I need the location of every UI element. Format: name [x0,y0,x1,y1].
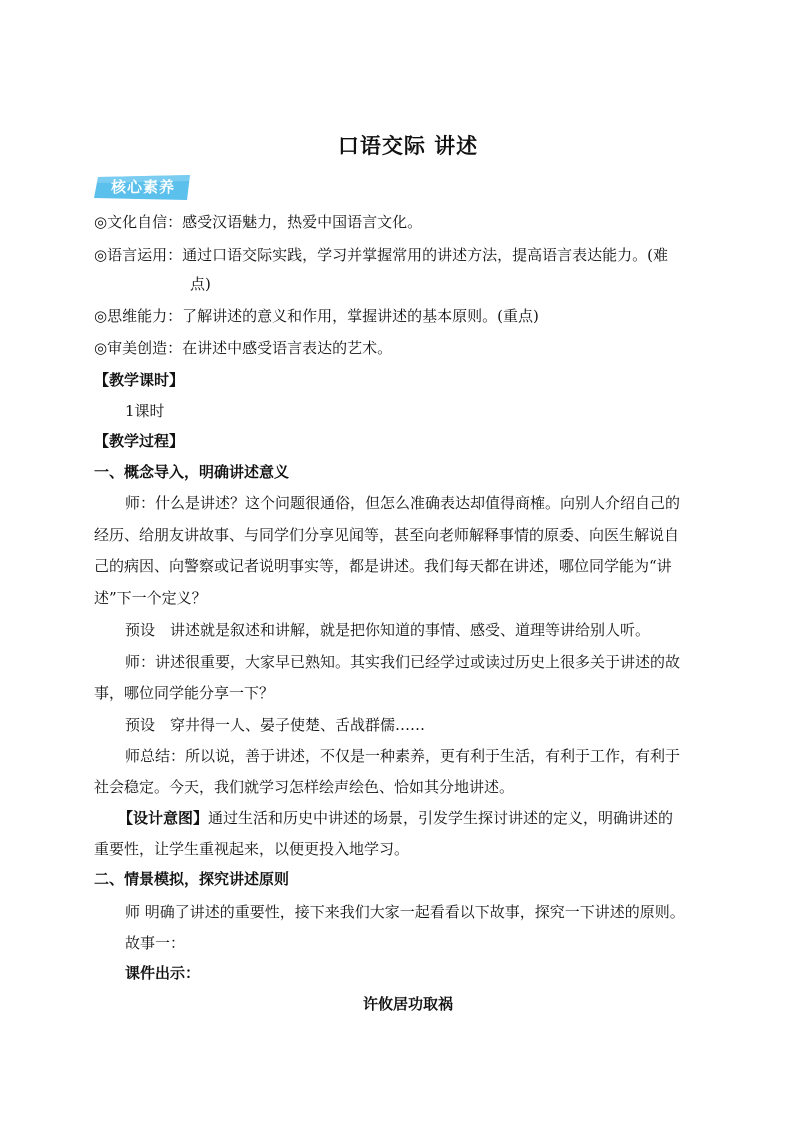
badge-label: 核心素养 [110,178,175,196]
competency-item-continuation: 点) [190,275,211,293]
section-heading-hours: 【教学课时】 [94,371,185,389]
story-label: 故事一： [125,934,186,952]
paragraph-line: 经历、给朋友讲故事、与同学们分享见闻等，甚至向老师解释事情的原委、向医生解说自 [94,526,680,544]
story-title: 许攸居功取祸 [362,995,453,1013]
design-intent [118,808,673,828]
part2-heading: 二、情景模拟，探究讲述原则 [94,870,290,888]
paragraph-line: 师：讲述很重要，大家早已熟知。其实我们已经学过或读过历史上很多关于讲述的故 [125,653,681,671]
courseware-label: 课件出示： [125,964,201,982]
design-intent-label: 【设计意图】 [118,809,209,827]
paragraph-line: 师：什么是讲述？这个问题很通俗，但怎么准确表达却值得商榷。向别人介绍自己的 [125,494,681,512]
competency-item: ◎审美创造：在讲述中感受语言表达的艺术。 [94,339,393,357]
preset-answer: 预设 讲述就是叙述和讲解，就是把你知道的事情、感受、道理等讲给别人听。 [125,621,651,639]
paragraph-line: 述”下一个定义？ [94,589,207,607]
hours-value: 1课时 [125,402,165,420]
competency-item: ◎思维能力：了解讲述的意义和作用，掌握讲述的基本原则。(重点) [94,307,539,325]
paragraph-line: 师总结：所以说，善于讲述，不仅是一种素养，更有利于生活，有利于工作，有利于 [125,747,681,765]
competency-item: ◎文化自信：感受汉语魅力，热爱中国语言文化。 [94,213,423,231]
section-heading-process: 【教学过程】 [94,432,185,450]
paragraph-line: 事，哪位同学能分享一下？ [94,684,275,702]
competency-item: ◎语言运用：通过口语交际实践，学习并掌握常用的讲述方法，提高语言表达能力。(难 [94,246,668,264]
design-intent-text: 通过生活和历史中讲述的场景，引发学生探讨讲述的定义，明确讲述的 [208,809,674,827]
core-literacy-badge [94,175,192,200]
paragraph-line: 己的病因、向警察或记者说明事实等，都是讲述。我们每天都在讲述，哪位同学能为“讲 [94,557,672,575]
part1-heading: 一、概念导入，明确讲述意义 [94,463,290,481]
page-title: 口语交际 讲述 [337,133,479,158]
paragraph-line: 师 明确了讲述的重要性，接下来我们大家一起看看以下故事，探究一下讲述的原则。 [125,903,685,921]
preset-answer: 预设 穿井得一人、晏子使楚、舌战群儒…… [125,716,426,734]
paragraph-line: 重要性，让学生重视起来，以便更投入地学习。 [94,840,410,858]
paragraph-line: 社会稳定。今天，我们就学习怎样绘声绘色、恰如其分地讲述。 [94,778,515,796]
